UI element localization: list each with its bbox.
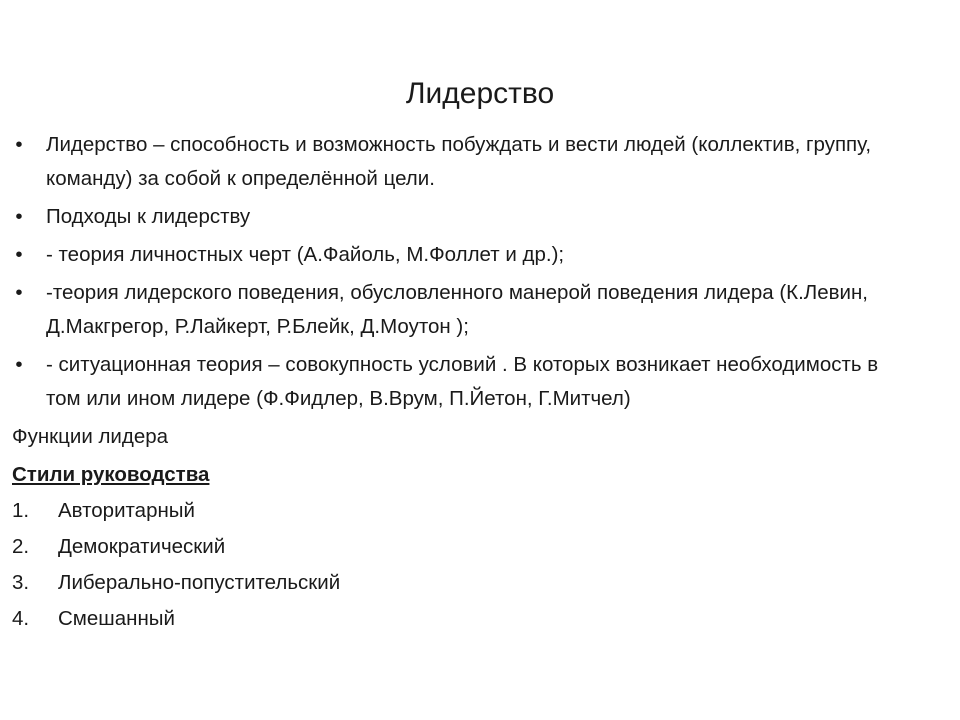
bullet-dot: • bbox=[15, 353, 23, 376]
bullet-text-situational-theory: - ситуационная теория – совокупность условий . В которых возникает необходимость в том или ином лидере (Ф.Фидлер, В.Врум, П.Йетон, Г.Митчел) bbox=[46, 353, 879, 410]
style-label: Смешанный bbox=[58, 607, 175, 630]
bullet-dot: • bbox=[15, 133, 23, 156]
style-number: 1. bbox=[12, 499, 30, 522]
style-item bbox=[12, 602, 912, 636]
bullet-item bbox=[12, 348, 912, 416]
bullet-item bbox=[12, 238, 912, 272]
style-label: Авторитарный bbox=[58, 499, 195, 522]
slide-title: Лидерство bbox=[405, 77, 555, 110]
functions-label: Функции лидера bbox=[12, 425, 169, 448]
bullet-text-traits-theory: - теория личностных черт (А.Файоль, М.Фоллет и др.); bbox=[46, 243, 565, 266]
style-label: Либерально-попустительский bbox=[58, 571, 341, 594]
style-item bbox=[12, 566, 912, 600]
bullet-item bbox=[12, 276, 912, 344]
style-label: Демократический bbox=[58, 535, 226, 558]
bullet-item bbox=[12, 200, 912, 234]
bullet-item bbox=[12, 128, 912, 196]
style-number: 3. bbox=[12, 571, 30, 594]
bullet-text-behavior-theory: -теория лидерского поведения, обусловленного манерой поведения лидера (К.Левин, Д.Макгрегор, Р.Лайкерт, Р.Блейк, Д.Моутон ); bbox=[46, 281, 868, 338]
style-number: 2. bbox=[12, 535, 30, 558]
style-item bbox=[12, 530, 912, 564]
bullet-text-definition: Лидерство – способность и возможность побуждать и вести людей (коллектив, группу, команду) за собой к определённой цели. bbox=[46, 133, 872, 190]
bullet-dot: • bbox=[15, 281, 23, 304]
style-item bbox=[12, 494, 912, 528]
bullet-dot: • bbox=[15, 243, 23, 266]
styles-heading: Стили руководства bbox=[12, 463, 210, 486]
bullet-text-approaches: Подходы к лидерству bbox=[46, 205, 251, 228]
slide-body bbox=[12, 128, 912, 638]
bullet-dot: • bbox=[15, 205, 23, 228]
style-number: 4. bbox=[12, 607, 30, 630]
